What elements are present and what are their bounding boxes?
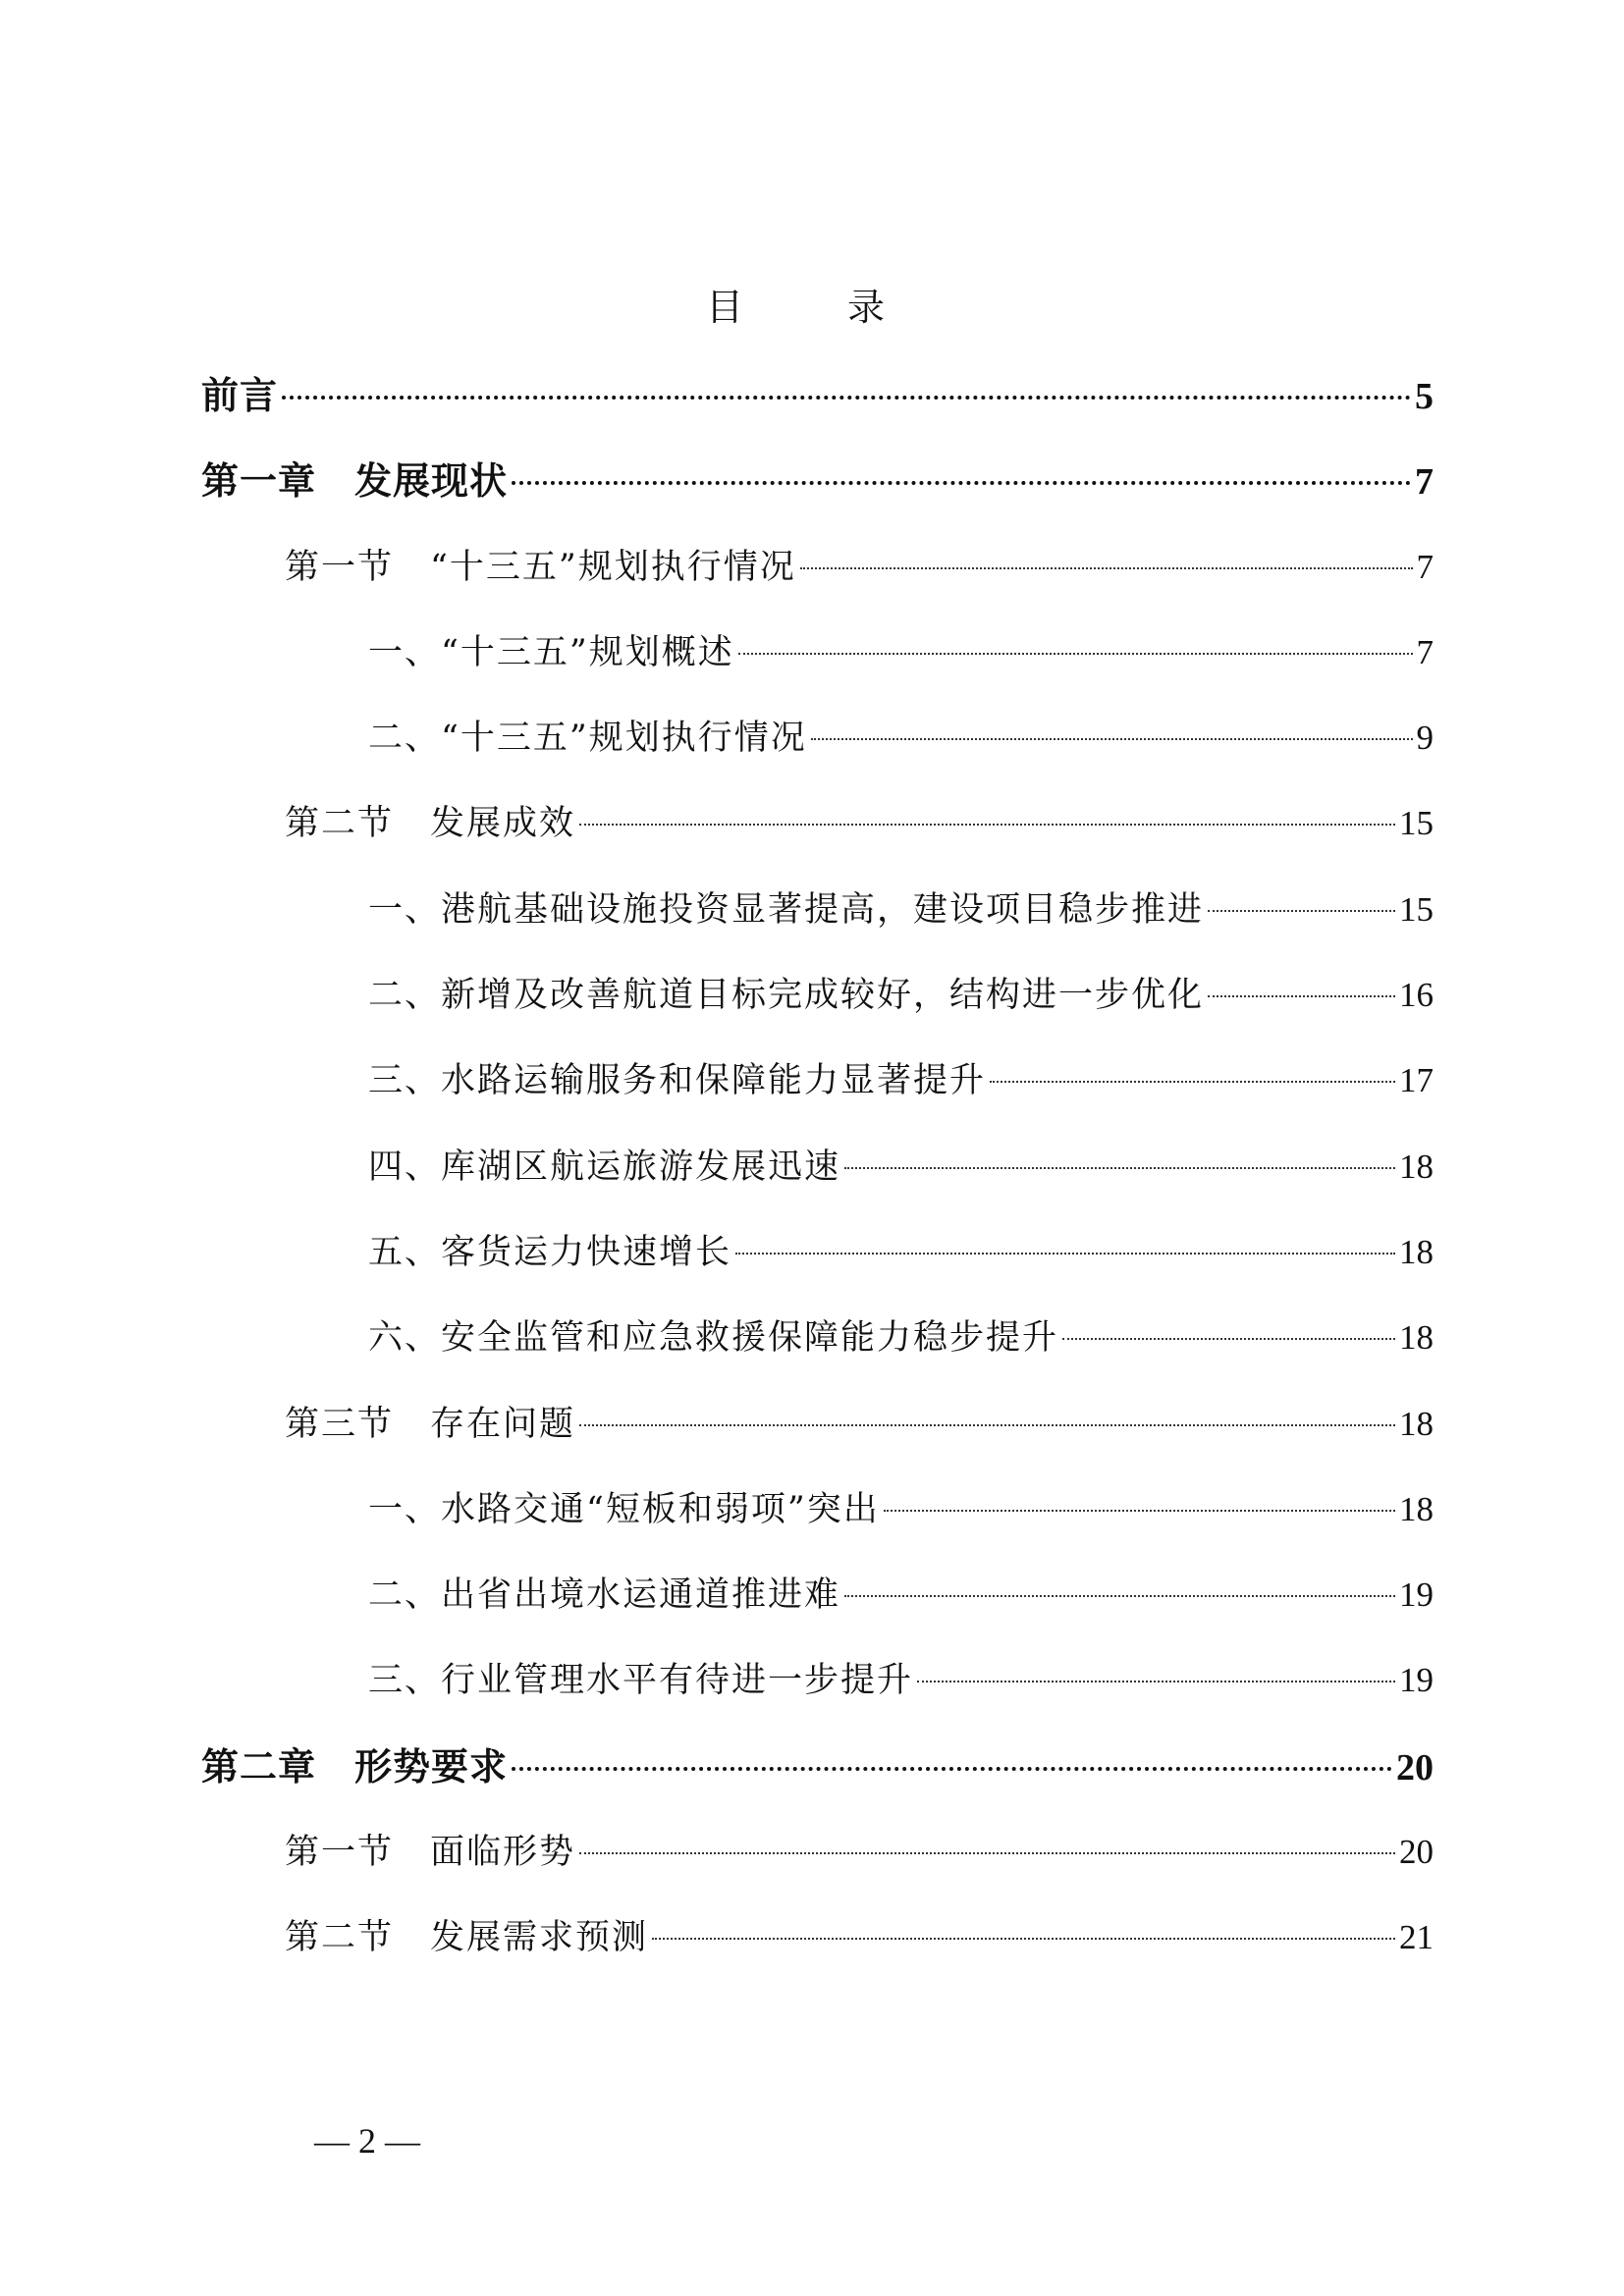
toc-dot-leader <box>844 1167 1395 1169</box>
toc-dot-leader <box>652 1938 1395 1940</box>
toc-entry-title: 二、新增及改善航道目标完成较好，结构进一步优化 <box>368 976 1205 1016</box>
toc-entry-page-number: 7 <box>1416 632 1434 671</box>
toc-entry-title: 二、“十三五”规划执行情况 <box>368 719 807 759</box>
toc-entry-title: 第二章 形势要求 <box>201 1743 509 1789</box>
toc-dot-leader <box>1062 1338 1395 1340</box>
toc-entry-title: 第二节 发展需求预测 <box>285 1918 649 1958</box>
toc-entry[interactable] <box>201 456 1434 506</box>
toc-entry-page-number: 9 <box>1416 719 1434 758</box>
toc-entry-title: 第一节 “十三五”规划执行情况 <box>285 547 796 587</box>
toc-entry-title: 第三节 存在问题 <box>285 1404 576 1444</box>
toc-entry[interactable] <box>201 371 1434 420</box>
toc-entry-page-number: 7 <box>1416 547 1434 586</box>
toc-dot-leader <box>1208 995 1395 997</box>
toc-entry-page-number: 5 <box>1415 376 1434 417</box>
toc-dot-leader <box>990 1081 1395 1083</box>
toc-dot-leader <box>579 1424 1395 1426</box>
toc-entry-title: 前言 <box>201 373 279 417</box>
toc-entry-page-number: 18 <box>1399 1318 1434 1358</box>
toc-entry[interactable] <box>201 1313 1434 1362</box>
toc-entry[interactable] <box>201 1143 1434 1192</box>
toc-dot-leader <box>800 567 1413 569</box>
toc-entry[interactable] <box>201 1913 1434 1962</box>
toc-entry[interactable] <box>201 1571 1434 1620</box>
table-of-contents <box>201 371 1434 2000</box>
toc-entry-title: 三、行业管理水平有待进一步提升 <box>368 1661 914 1701</box>
toc-entry-title: 第二节 发展成效 <box>285 804 576 844</box>
toc-entry[interactable] <box>201 885 1434 934</box>
toc-entry-page-number: 18 <box>1399 1489 1434 1528</box>
toc-dot-leader <box>738 653 1413 655</box>
toc-entry-title: 一、“十三五”规划概述 <box>368 632 734 672</box>
toc-entry[interactable] <box>201 1656 1434 1705</box>
toc-entry-title: 五、客货运力快速增长 <box>368 1232 732 1272</box>
toc-entry-page-number: 18 <box>1399 1232 1434 1271</box>
toc-entry-title: 四、库湖区航运旅游发展迅速 <box>368 1147 841 1187</box>
toc-entry-title: 第一节 面临形势 <box>285 1833 576 1873</box>
toc-dot-leader <box>282 396 1411 400</box>
toc-entry-page-number: 16 <box>1399 976 1434 1015</box>
toc-entry[interactable] <box>201 971 1434 1020</box>
toc-dot-leader <box>811 738 1413 740</box>
toc-entry-page-number: 15 <box>1399 889 1434 929</box>
toc-entry-title: 二、出省出境水运通道推进难 <box>368 1575 841 1616</box>
toc-dot-leader <box>917 1681 1395 1682</box>
toc-dot-leader <box>512 481 1411 485</box>
toc-entry[interactable] <box>201 714 1434 763</box>
toc-dot-leader <box>844 1595 1395 1597</box>
toc-entry-title: 三、水路运输服务和保障能力显著提升 <box>368 1061 987 1101</box>
toc-entry[interactable] <box>201 1828 1434 1877</box>
toc-entry-page-number: 18 <box>1399 1404 1434 1443</box>
toc-entry[interactable] <box>201 628 1434 677</box>
page-number: — 2 — <box>314 2121 420 2161</box>
toc-dot-leader <box>512 1767 1392 1771</box>
toc-entry-page-number: 19 <box>1399 1661 1434 1700</box>
toc-entry[interactable] <box>201 1742 1434 1791</box>
toc-entry-page-number: 21 <box>1399 1918 1434 1957</box>
toc-entry[interactable] <box>201 1400 1434 1449</box>
toc-dot-leader <box>579 824 1395 826</box>
toc-dot-leader <box>884 1510 1395 1512</box>
toc-entry-title: 第一章 发展现状 <box>201 458 509 504</box>
page-title: 目 录 <box>705 286 918 329</box>
toc-entry[interactable] <box>201 543 1434 592</box>
toc-entry[interactable] <box>201 1228 1434 1277</box>
toc-entry-page-number: 20 <box>1399 1833 1434 1872</box>
toc-entry[interactable] <box>201 799 1434 848</box>
toc-entry[interactable] <box>201 1485 1434 1534</box>
toc-entry-title: 六、安全监管和应急救援保障能力稳步提升 <box>368 1318 1059 1359</box>
toc-entry-page-number: 7 <box>1415 461 1434 504</box>
toc-dot-leader <box>1208 910 1395 912</box>
toc-entry-page-number: 19 <box>1399 1575 1434 1615</box>
toc-entry-page-number: 15 <box>1399 804 1434 843</box>
toc-entry-page-number: 18 <box>1399 1147 1434 1186</box>
toc-entry-page-number: 17 <box>1399 1061 1434 1100</box>
toc-dot-leader <box>735 1253 1395 1255</box>
toc-entry-title: 一、水路交通“短板和弱项”突出 <box>368 1489 880 1529</box>
toc-entry-page-number: 20 <box>1396 1746 1434 1789</box>
toc-entry-title: 一、港航基础设施投资显著提高，建设项目稳步推进 <box>368 889 1205 930</box>
toc-entry[interactable] <box>201 1056 1434 1105</box>
toc-dot-leader <box>579 1852 1395 1854</box>
